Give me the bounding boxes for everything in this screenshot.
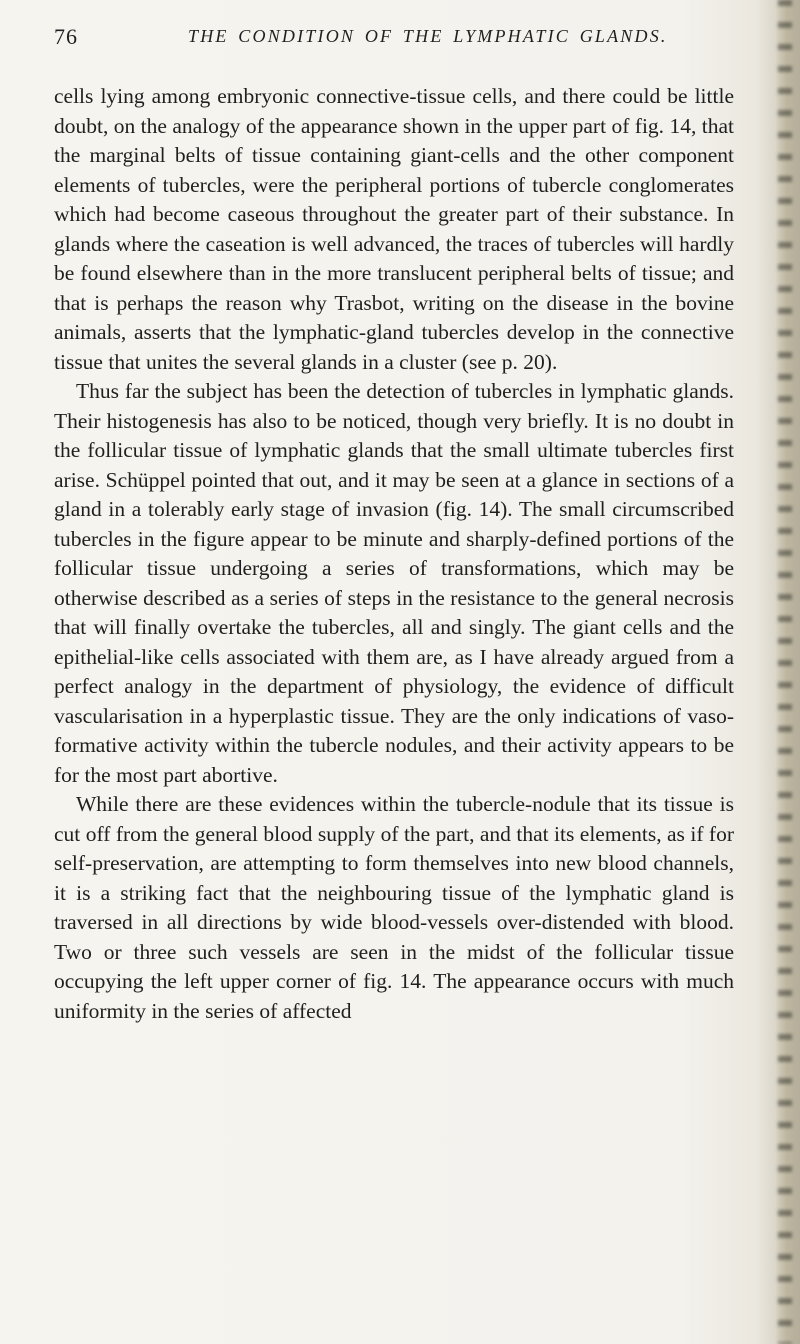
page-binding-edge [756, 0, 800, 1344]
paragraph: Thus far the subject has been the detection of tubercles in lymphatic glands. Their histogenesis has also to be noticed, though very briefly. It is no doubt in the follicular tissue of lymphatic glands that the small ultimate tubercles first arise. Schüppel pointed that out, and it may be seen at a glance in sections of a gland in a tolerably early stage of invasion (fig. 14). The small circumscribed tubercles in the figure appear to be minute and sharply-defined portions of the follicular tissue undergoing a series of transformations, which may be otherwise described as a series of steps in the resistance to the general necrosis that will finally overtake the tubercles, all and singly. The giant cells and the epithelial-like cells associated with them are, as I have already argued from a perfect analogy in the department of physiology, the evidence of difficult vascularisation in a hyperplastic tissue. They are the only indications of vaso-formative activity within the tubercle nodules, and their activity appears to be for the most part abortive. [54, 379, 734, 787]
running-head: THE CONDITION OF THE LYMPHATIC GLANDS. [188, 26, 668, 46]
page-header [52, 24, 732, 64]
paragraph: While there are these evidences within the tubercle-nodule that its tissue is cut off from the general blood supply of the part, and that its elements, as if for self-preservation, are attempting to form themselves into new blood channels, it is a striking fact that the neighbouring tissue of the lymphatic gland is traversed in all directions by wide blood-vessels over-distended with blood. Two or three such vessels are seen in the midst of the follicular tissue occupying the left upper corner of fig. 14. The appearance occurs with much uniformity in the series of affected [54, 792, 734, 1023]
paragraph-continuation: cells lying among embryonic connective-tissue cells, and there could be little doubt, on the analogy of the appearance shown in the upper part of fig. 14, that the marginal belts of tissue containing giant-cells and the other component elements of tubercles, were the peripheral portions of tubercle conglomerates which had become caseous throughout the greater part of their substance. In glands where the caseation is well advanced, the traces of tubercles will hardly be found elsewhere than in the more translucent peripheral belts of tissue; and that is perhaps the reason why Trasbot, writing on the disease in the bovine animals, asserts that the lymphatic-gland tubercles develop in the connective tissue that unites the several glands in a cluster (see p. 20). [54, 84, 734, 374]
body-text [54, 82, 734, 1026]
page-number: 76 [54, 24, 78, 49]
